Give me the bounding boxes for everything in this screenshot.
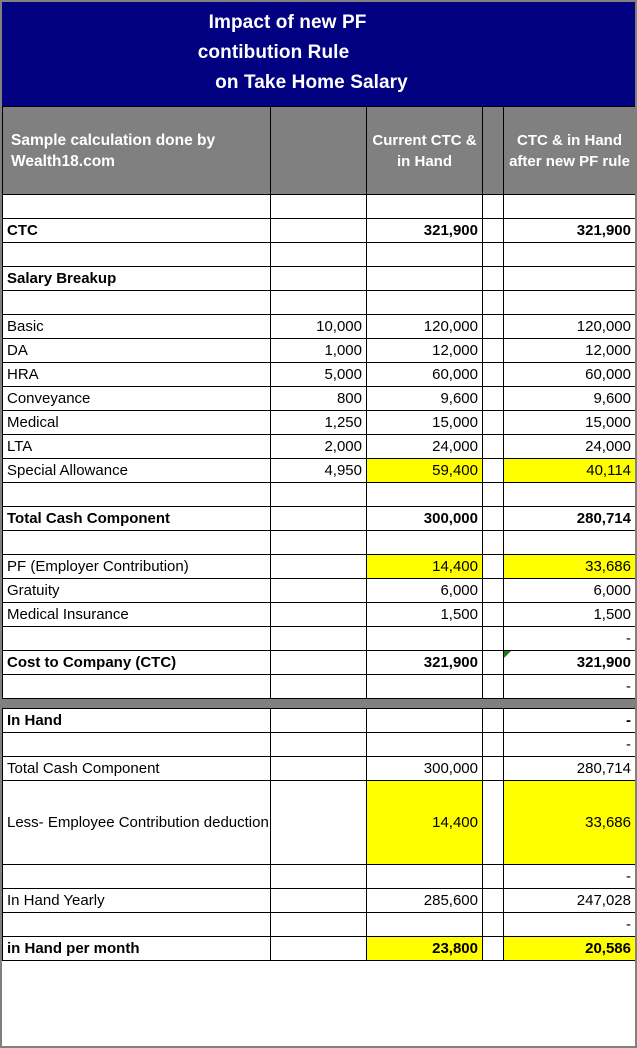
new-ctc-value[interactable]	[504, 243, 636, 267]
current-ctc-value[interactable]	[367, 733, 483, 757]
spacer[interactable]	[483, 579, 504, 603]
table-row	[3, 195, 636, 219]
spacer[interactable]	[483, 675, 504, 699]
current-ctc-value[interactable]: 6,000	[367, 579, 483, 603]
monthly-amount[interactable]	[271, 483, 367, 507]
current-ctc-value[interactable]: 12,000	[367, 339, 483, 363]
table-row	[3, 411, 636, 435]
spacer[interactable]	[483, 195, 504, 219]
current-ctc-value[interactable]: 120,000	[367, 315, 483, 339]
spacer[interactable]	[483, 865, 504, 889]
table-row	[3, 219, 636, 243]
row-label[interactable]: In Hand	[3, 709, 271, 733]
new-ctc-value[interactable]	[504, 195, 636, 219]
row-label[interactable]	[3, 243, 271, 267]
new-ctc-value[interactable]: 40,114	[504, 459, 636, 483]
current-ctc-value[interactable]: 15,000	[367, 411, 483, 435]
row-label[interactable]: Cost to Company (CTC)	[3, 651, 271, 675]
new-ctc-value[interactable]: 321,900	[504, 651, 636, 675]
spacer[interactable]	[483, 483, 504, 507]
spacer[interactable]	[483, 459, 504, 483]
monthly-amount[interactable]: 10,000	[271, 315, 367, 339]
new-ctc-value[interactable]: -	[504, 675, 636, 699]
current-ctc-value[interactable]: 23,800	[367, 937, 483, 961]
header-current-ctc: Current CTC & in Hand	[367, 107, 483, 195]
new-ctc-value[interactable]: 24,000	[504, 435, 636, 459]
new-ctc-value[interactable]	[504, 291, 636, 315]
spacer[interactable]	[483, 603, 504, 627]
monthly-amount[interactable]: 5,000	[271, 363, 367, 387]
row-label[interactable]	[3, 531, 271, 555]
monthly-amount[interactable]	[271, 219, 367, 243]
monthly-amount[interactable]	[271, 675, 367, 699]
row-label[interactable]: Basic	[3, 315, 271, 339]
monthly-amount[interactable]	[271, 243, 367, 267]
table-row	[3, 675, 636, 699]
new-ctc-value[interactable]: 321,900	[504, 219, 636, 243]
monthly-amount[interactable]	[271, 531, 367, 555]
current-ctc-value[interactable]: 60,000	[367, 363, 483, 387]
new-ctc-value[interactable]: 1,500	[504, 603, 636, 627]
monthly-amount[interactable]	[271, 757, 367, 781]
spacer[interactable]	[483, 651, 504, 675]
current-ctc-value[interactable]: 14,400	[367, 781, 483, 865]
header-sample-note: Sample calculation done by Wealth18.com	[3, 107, 271, 195]
separator-cell	[3, 699, 636, 709]
table-row	[3, 579, 636, 603]
current-ctc-value[interactable]	[367, 675, 483, 699]
table-row	[3, 459, 636, 483]
new-ctc-value[interactable]: 120,000	[504, 315, 636, 339]
table-row	[3, 507, 636, 531]
row-label[interactable]	[3, 675, 271, 699]
table-row	[3, 435, 636, 459]
row-label[interactable]: CTC	[3, 219, 271, 243]
spacer[interactable]	[483, 267, 504, 291]
current-ctc-value[interactable]	[367, 531, 483, 555]
row-label[interactable]: Less- Employee Contribution deduction	[3, 781, 271, 865]
table-row	[3, 627, 636, 651]
row-label[interactable]	[3, 733, 271, 757]
table-row	[3, 709, 636, 733]
table-row	[3, 937, 636, 961]
row-label[interactable]: DA	[3, 339, 271, 363]
new-ctc-value[interactable]: 280,714	[504, 507, 636, 531]
table-row	[3, 387, 636, 411]
table-row	[3, 555, 636, 579]
spacer[interactable]	[483, 387, 504, 411]
row-label[interactable]: Medical Insurance	[3, 603, 271, 627]
monthly-amount[interactable]: 1,250	[271, 411, 367, 435]
spacer[interactable]	[483, 937, 504, 961]
table-row	[3, 757, 636, 781]
monthly-amount[interactable]: 800	[271, 387, 367, 411]
row-label[interactable]	[3, 865, 271, 889]
monthly-amount[interactable]	[271, 913, 367, 937]
row-label[interactable]: HRA	[3, 363, 271, 387]
current-ctc-value[interactable]	[367, 627, 483, 651]
spacer[interactable]	[483, 889, 504, 913]
new-ctc-value[interactable]	[504, 531, 636, 555]
new-ctc-value[interactable]: 15,000	[504, 411, 636, 435]
current-ctc-value[interactable]	[367, 291, 483, 315]
spacer[interactable]	[483, 555, 504, 579]
section-separator-band	[3, 699, 636, 709]
row-label[interactable]	[3, 913, 271, 937]
current-ctc-value[interactable]: 59,400	[367, 459, 483, 483]
header-gap	[483, 107, 504, 195]
row-label[interactable]: Special Allowance	[3, 459, 271, 483]
row-label[interactable]: Total Cash Component	[3, 507, 271, 531]
current-ctc-value[interactable]: 300,000	[367, 757, 483, 781]
monthly-amount[interactable]: 4,950	[271, 459, 367, 483]
new-ctc-value[interactable]: -	[504, 709, 636, 733]
new-ctc-value[interactable]: 6,000	[504, 579, 636, 603]
current-ctc-value[interactable]	[367, 913, 483, 937]
monthly-amount[interactable]	[271, 937, 367, 961]
table-row	[3, 339, 636, 363]
table-row	[3, 291, 636, 315]
monthly-amount[interactable]	[271, 195, 367, 219]
current-ctc-value[interactable]: 14,400	[367, 555, 483, 579]
row-label[interactable]	[3, 291, 271, 315]
salary-comparison-table	[2, 106, 636, 961]
table-row	[3, 243, 636, 267]
new-ctc-value[interactable]: -	[504, 913, 636, 937]
row-label[interactable]	[3, 627, 271, 651]
row-label[interactable]: Gratuity	[3, 579, 271, 603]
header-new-ctc: CTC & in Hand after new PF rule	[504, 107, 636, 195]
table-row	[3, 483, 636, 507]
spacer[interactable]	[483, 507, 504, 531]
new-ctc-value[interactable]: 60,000	[504, 363, 636, 387]
new-ctc-value[interactable]: 280,714	[504, 757, 636, 781]
current-ctc-value[interactable]	[367, 865, 483, 889]
title-line-1: Impact of new PF	[208, 12, 367, 33]
current-ctc-value[interactable]	[367, 267, 483, 291]
new-ctc-value[interactable]	[504, 267, 636, 291]
title-line-2: contibution Rule	[197, 42, 350, 63]
monthly-amount[interactable]	[271, 627, 367, 651]
new-ctc-value[interactable]: 9,600	[504, 387, 636, 411]
monthly-amount[interactable]	[271, 733, 367, 757]
spacer[interactable]	[483, 219, 504, 243]
spacer[interactable]	[483, 709, 504, 733]
row-label[interactable]: In Hand Yearly	[3, 889, 271, 913]
new-ctc-value[interactable]: 33,686	[504, 781, 636, 865]
row-label[interactable]: in Hand per month	[3, 937, 271, 961]
title-line-3: on Take Home Salary	[215, 72, 408, 93]
monthly-amount[interactable]	[271, 781, 367, 865]
table-row	[3, 865, 636, 889]
spacer[interactable]	[483, 757, 504, 781]
row-label[interactable]: PF (Employer Contribution)	[3, 555, 271, 579]
monthly-amount[interactable]	[271, 889, 367, 913]
monthly-amount[interactable]	[271, 267, 367, 291]
table-row	[3, 651, 636, 675]
current-ctc-value[interactable]: 9,600	[367, 387, 483, 411]
monthly-amount[interactable]	[271, 291, 367, 315]
table-row	[3, 267, 636, 291]
current-ctc-value[interactable]: 24,000	[367, 435, 483, 459]
table-row	[3, 603, 636, 627]
table-row	[3, 781, 636, 865]
table-row	[3, 889, 636, 913]
monthly-amount[interactable]	[271, 507, 367, 531]
monthly-amount[interactable]: 1,000	[271, 339, 367, 363]
new-ctc-value[interactable]: -	[504, 627, 636, 651]
new-ctc-value[interactable]: -	[504, 733, 636, 757]
title-banner	[2, 2, 635, 106]
current-ctc-value[interactable]: 285,600	[367, 889, 483, 913]
spacer[interactable]	[483, 733, 504, 757]
table-row	[3, 315, 636, 339]
current-ctc-value[interactable]: 300,000	[367, 507, 483, 531]
row-label[interactable]	[3, 483, 271, 507]
spacer[interactable]	[483, 531, 504, 555]
table-row	[3, 733, 636, 757]
new-ctc-value[interactable]: 12,000	[504, 339, 636, 363]
monthly-amount[interactable]	[271, 579, 367, 603]
header-blank	[271, 107, 367, 195]
spacer[interactable]	[483, 315, 504, 339]
spacer[interactable]	[483, 339, 504, 363]
row-label[interactable]: Total Cash Component	[3, 757, 271, 781]
table-row	[3, 531, 636, 555]
current-ctc-value[interactable]	[367, 709, 483, 733]
current-ctc-value[interactable]	[367, 483, 483, 507]
spacer[interactable]	[483, 291, 504, 315]
monthly-amount[interactable]	[271, 865, 367, 889]
table-header-row	[3, 107, 636, 195]
monthly-amount[interactable]	[271, 555, 367, 579]
row-label[interactable]: Medical	[3, 411, 271, 435]
spacer[interactable]	[483, 627, 504, 651]
new-ctc-value[interactable]: 33,686	[504, 555, 636, 579]
table-row	[3, 913, 636, 937]
new-ctc-value[interactable]: 247,028	[504, 889, 636, 913]
new-ctc-value[interactable]: -	[504, 865, 636, 889]
monthly-amount[interactable]	[271, 603, 367, 627]
current-ctc-value[interactable]: 321,900	[367, 219, 483, 243]
table-row	[3, 363, 636, 387]
spacer[interactable]	[483, 913, 504, 937]
row-label[interactable]: LTA	[3, 435, 271, 459]
new-ctc-value[interactable]	[504, 483, 636, 507]
current-ctc-value[interactable]	[367, 195, 483, 219]
spacer[interactable]	[483, 435, 504, 459]
spacer[interactable]	[483, 363, 504, 387]
row-label[interactable]: Salary Breakup	[3, 267, 271, 291]
current-ctc-value[interactable]: 1,500	[367, 603, 483, 627]
monthly-amount[interactable]: 2,000	[271, 435, 367, 459]
current-ctc-value[interactable]: 321,900	[367, 651, 483, 675]
monthly-amount[interactable]	[271, 709, 367, 733]
spacer[interactable]	[483, 243, 504, 267]
current-ctc-value[interactable]	[367, 243, 483, 267]
row-label[interactable]: Conveyance	[3, 387, 271, 411]
spacer[interactable]	[483, 781, 504, 865]
row-label[interactable]	[3, 195, 271, 219]
monthly-amount[interactable]	[271, 651, 367, 675]
spacer[interactable]	[483, 411, 504, 435]
new-ctc-value[interactable]: 20,586	[504, 937, 636, 961]
